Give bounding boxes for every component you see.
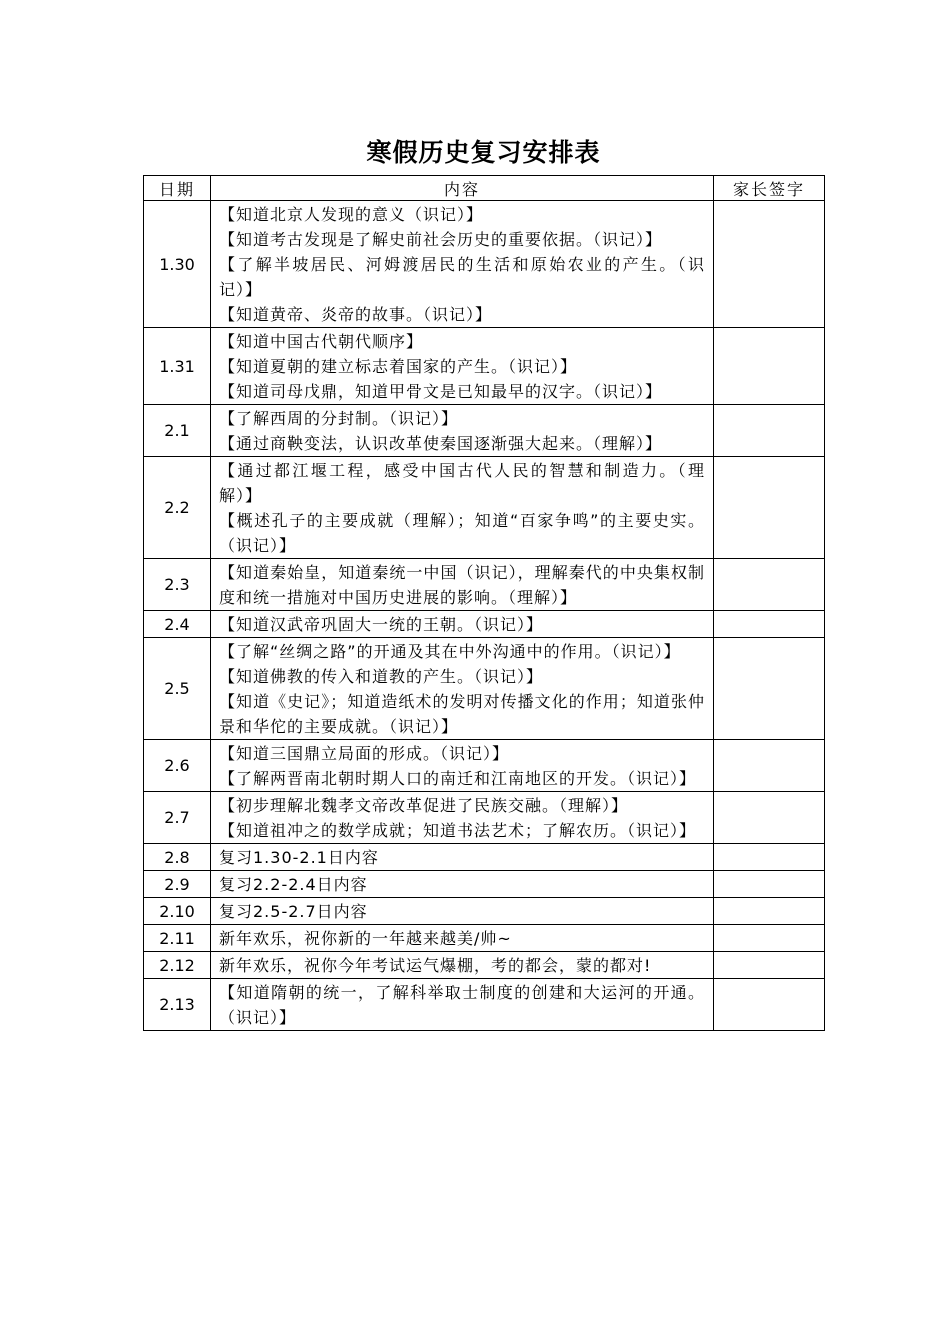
row-content: [211, 328, 714, 405]
content-item: 【初步理解北魏孝文帝改革促进了民族交融。（理解）】: [219, 796, 629, 815]
row-content: [211, 611, 714, 638]
table-row: [144, 328, 825, 405]
content-item: 【知道北京人发现的意义（识记）】: [219, 205, 484, 224]
row-date: 2.1: [144, 405, 211, 457]
row-date: 1.30: [144, 201, 211, 328]
parent-signature-cell[interactable]: [714, 792, 825, 844]
content-item: 【知道中国古代朝代顺序】: [219, 332, 424, 351]
parent-signature-cell[interactable]: [714, 328, 825, 405]
table-row: [144, 201, 825, 328]
parent-signature-cell[interactable]: [714, 898, 825, 925]
table-row: [144, 638, 825, 740]
table-row: [144, 925, 825, 952]
table-row: [144, 559, 825, 611]
parent-signature-cell[interactable]: [714, 559, 825, 611]
content-item: 【知道考古发现是了解史前社会历史的重要依据。（识记）】: [219, 230, 663, 249]
content-item: 【了解两晋南北朝时期人口的南迁和江南地区的开发。（识记）】: [219, 769, 697, 788]
parent-signature-cell[interactable]: [714, 979, 825, 1031]
table-body: [144, 201, 825, 1031]
row-date: 2.9: [144, 871, 211, 898]
parent-signature-cell[interactable]: [714, 952, 825, 979]
row-date: 2.4: [144, 611, 211, 638]
content-item: 新年欢乐，祝你今年考试运气爆棚，考的都会，蒙的都对!: [219, 956, 652, 975]
header-date: 日期: [144, 176, 211, 201]
row-date: 2.10: [144, 898, 211, 925]
row-content: [211, 952, 714, 979]
parent-signature-cell[interactable]: [714, 638, 825, 740]
row-content: [211, 638, 714, 740]
header-signature: 家长签字: [714, 176, 825, 201]
schedule-table: [143, 175, 825, 1031]
row-content: [211, 979, 714, 1031]
content-item: 【知道佛教的传入和道教的产生。（识记）】: [219, 667, 544, 686]
parent-signature-cell[interactable]: [714, 201, 825, 328]
content-item: 【知道黄帝、炎帝的故事。（识记）】: [219, 305, 493, 324]
row-content: [211, 898, 714, 925]
parent-signature-cell[interactable]: [714, 871, 825, 898]
content-item: 【概述孔子的主要成就（理解）；知道“百家争鸣”的主要史实。（识记）】: [219, 511, 705, 555]
row-content: [211, 871, 714, 898]
table-row: [144, 740, 825, 792]
header-content: 内容: [211, 176, 714, 201]
row-content: [211, 925, 714, 952]
table-row: [144, 792, 825, 844]
row-content: [211, 405, 714, 457]
table-row: [144, 611, 825, 638]
row-date: 2.11: [144, 925, 211, 952]
row-content: [211, 201, 714, 328]
table-row: [144, 871, 825, 898]
row-date: 2.7: [144, 792, 211, 844]
row-date: 2.3: [144, 559, 211, 611]
content-item: 【了解“丝绸之路”的开通及其在中外沟通中的作用。（识记）】: [219, 642, 681, 661]
row-content: [211, 559, 714, 611]
row-date: 2.5: [144, 638, 211, 740]
content-item: 复习2.2-2.4日内容: [219, 875, 368, 894]
content-item: 【了解西周的分封制。（识记）】: [219, 409, 459, 428]
content-item: 【知道夏朝的建立标志着国家的产生。（识记）】: [219, 357, 578, 376]
row-date: 2.12: [144, 952, 211, 979]
content-item: 【知道秦始皇，知道秦统一中国（识记），理解秦代的中央集权制度和统一措施对中国历史进展的影响。（理解）】: [219, 563, 705, 607]
row-content: [211, 792, 714, 844]
row-date: 2.2: [144, 457, 211, 559]
table-row: [144, 844, 825, 871]
content-item: 【知道司母戊鼎，知道甲骨文是已知最早的汉字。（识记）】: [219, 382, 663, 401]
table-header-row: [144, 176, 825, 201]
row-date: 1.31: [144, 328, 211, 405]
content-item: 【知道《史记》；知道造纸术的发明对传播文化的作用；知道张仲景和华佗的主要成就。（识记）】: [219, 692, 705, 736]
parent-signature-cell[interactable]: [714, 405, 825, 457]
content-item: 新年欢乐，祝你新的一年越来越美/帅~: [219, 929, 512, 948]
table-row: [144, 457, 825, 559]
document-title: 寒假历史复习安排表: [366, 138, 601, 167]
content-item: 【知道隋朝的统一，了解科举取士制度的创建和大运河的开通。（识记）】: [219, 983, 705, 1027]
content-item: 【通过商鞅变法，认识改革使秦国逐渐强大起来。（理解）】: [219, 434, 663, 453]
parent-signature-cell[interactable]: [714, 740, 825, 792]
parent-signature-cell[interactable]: [714, 844, 825, 871]
row-date: 2.13: [144, 979, 211, 1031]
content-item: 复习2.5-2.7日内容: [219, 902, 368, 921]
content-item: 【知道三国鼎立局面的形成。（识记）】: [219, 744, 510, 763]
parent-signature-cell[interactable]: [714, 457, 825, 559]
content-item: 【知道祖冲之的数学成就；知道书法艺术；了解农历。（识记）】: [219, 821, 697, 840]
row-date: 2.6: [144, 740, 211, 792]
row-content: [211, 457, 714, 559]
table-row: [144, 979, 825, 1031]
parent-signature-cell[interactable]: [714, 925, 825, 952]
content-item: 复习1.30-2.1日内容: [219, 848, 379, 867]
row-content: [211, 740, 714, 792]
content-item: 【通过都江堰工程，感受中国古代人民的智慧和制造力。（理解）】: [219, 461, 705, 505]
table-row: [144, 405, 825, 457]
content-item: 【了解半坡居民、河姆渡居民的生活和原始农业的产生。（识记）】: [219, 255, 705, 299]
table-row: [144, 952, 825, 979]
parent-signature-cell[interactable]: [714, 611, 825, 638]
table-row: [144, 898, 825, 925]
row-content: [211, 844, 714, 871]
content-item: 【知道汉武帝巩固大一统的王朝。（识记）】: [219, 615, 544, 634]
row-date: 2.8: [144, 844, 211, 871]
